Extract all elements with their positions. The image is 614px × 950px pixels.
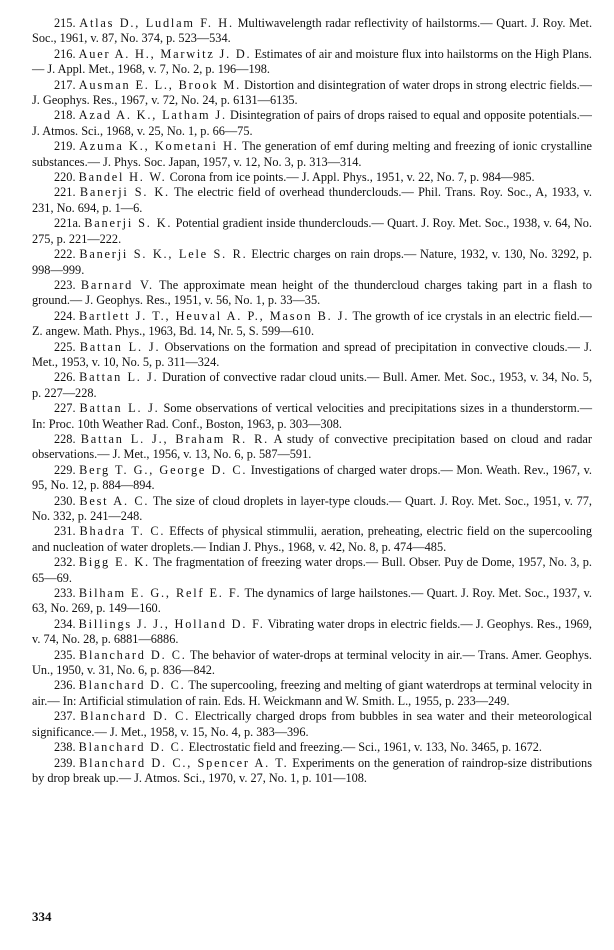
reference-entry <box>32 108 592 139</box>
reference-authors: Blanchard D. C., Spencer A. T. <box>79 755 289 770</box>
reference-authors: Billings J. J., Holland D. F. <box>78 616 265 631</box>
reference-text: Experiments on the generation of raindrop-size distributions by drop break up.— J. Atmos. Sci., 1970, v. 27, No. 1, p. 101—108. <box>32 755 592 785</box>
reference-entry <box>32 740 592 755</box>
reference-entry <box>32 370 592 401</box>
reference-number: 215. <box>54 16 76 30</box>
reference-text: Estimates of air and moisture flux into hailstorms on the High Plans.— J. Appl. Met., 1968, v. 7, No. 2, p. 196—198. <box>32 46 592 77</box>
reference-number: 221. <box>54 185 76 200</box>
reference-authors: Bartlett J. T., Heuval A. P., Mason B. J. <box>79 308 350 323</box>
reference-number: 216. <box>54 46 76 61</box>
reference-entry <box>32 401 592 432</box>
reference-number: 235. <box>54 647 76 662</box>
reference-entry <box>32 139 592 170</box>
reference-entry <box>32 463 592 494</box>
reference-number: 239. <box>54 755 76 770</box>
reference-entry <box>32 247 592 278</box>
reference-number: 226. <box>54 370 76 385</box>
reference-number: 225. <box>54 339 76 354</box>
reference-authors: Best A. C. <box>79 493 150 508</box>
reference-text: The growth of ice crystals in an electric field.— Z. angew. Math. Phys., 1963, Bd. 14, Nr. 5, S. 599—610. <box>32 308 592 339</box>
reference-number: 220. <box>54 170 76 185</box>
reference-text: The generation of emf during melting and freezing of ionic crystalline substances.— J. Phys. Soc. Japan, 1957, v. 12, No. 3, p. 313—314. <box>32 139 593 169</box>
reference-text: The supercooling, freezing and melting of giant waterdrops at terminal velocity in air.— In: Artificial stimulation of rain. Eds. H. Weickmann and W. Smith. L., 1955, p. 233—249. <box>32 678 593 708</box>
reference-number: 231. <box>54 524 76 539</box>
reference-text: Effects of physical stimmulii, aeration, preheating, electric field on the supercooling and nucleation of water droplets.— Indian J. Phys., 1968, v. 42, No. 8, p. 474—485. <box>32 524 592 554</box>
reference-text: The behavior of water-drops at terminal velocity in air.— Trans. Amer. Geophys. Un., 1950, v. 31, No. 6, p. 836—842. <box>32 647 592 678</box>
reference-list <box>32 16 592 786</box>
reference-entry <box>32 309 592 340</box>
reference-authors: Battan L. J. <box>79 370 159 385</box>
reference-number: 218. <box>54 108 76 123</box>
reference-number: 217. <box>54 77 76 92</box>
reference-entry <box>32 709 592 740</box>
reference-text: Vibrating water drops in electric fields.— J. Geophys. Res., 1969, v. 74, No. 28, p. 6881—6886. <box>32 616 592 647</box>
reference-number: 223. <box>54 277 76 292</box>
reference-number: 228. <box>54 431 76 446</box>
page-number: 334 <box>32 909 52 924</box>
reference-authors: Bhadra T. C. <box>79 524 166 539</box>
reference-number: 222. <box>54 247 76 262</box>
reference-authors: Battan L. J., Braham R. R. <box>80 431 269 446</box>
reference-authors: Bilham E. G., Relf E. F. <box>78 586 242 601</box>
reference-authors: Banerji S. K., Lele S. R. <box>79 247 248 262</box>
reference-text: Potential gradient inside thunderclouds.— Quart. J. Roy. Met. Soc., 1938, v. 64, No. 275, p. 221—222. <box>32 216 593 246</box>
reference-number: 232. <box>54 555 76 570</box>
reference-entry <box>32 78 592 109</box>
reference-authors: Bandel H. W. <box>78 170 167 185</box>
reference-entry <box>32 586 592 617</box>
reference-number: 238. <box>54 740 76 755</box>
reference-authors: Berg T. G., George D. C. <box>79 462 248 477</box>
reference-entry <box>32 617 592 648</box>
reference-text: Disintegration of pairs of drops raised to equal and opposite potentials.— J. Atmos. Sci., 1968, v. 25, No. 1, p. 66—75. <box>32 108 592 138</box>
reference-text: Observations on the formation and spread of precipitation in convective clouds.— J. Met., 1953, v. 10, No. 5, p. 311—324. <box>32 339 592 369</box>
reference-text: The fragmentation of freezing water drops.— Bull. Obser. Puy de Dome, 1957, No. 3, p. 65—69. <box>32 555 593 585</box>
reference-text: Investigations of charged water drops.— Mon. Weath. Rev., 1967, v. 95, No. 12, p. 884—894. <box>32 462 592 493</box>
reference-entry <box>32 494 592 525</box>
reference-text: Electrostatic field and freezing.— Sci., 1961, v. 133, No. 3465, p. 1672. <box>188 740 542 755</box>
reference-number: 230. <box>54 493 76 508</box>
reference-authors: Blanchard D. C. <box>80 709 191 724</box>
reference-text: The size of cloud droplets in layer-type clouds.— Quart. J. Roy. Met. Soc., 1951, v. 77, No. 332, p. 241—248. <box>32 493 593 523</box>
reference-authors: Banerji S. K. <box>84 216 173 231</box>
reference-entry <box>32 648 592 679</box>
reference-text: Duration of convective radar cloud units.— Bull. Amer. Met. Soc., 1953, v. 34, No. 5, p. 227—228. <box>32 370 593 400</box>
reference-number: 221a. <box>54 216 81 231</box>
reference-entry <box>32 47 592 78</box>
reference-number: 219. <box>54 139 76 154</box>
reference-authors: Bigg E. K. <box>78 555 150 570</box>
reference-authors: Battan L. J. <box>79 339 161 354</box>
reference-authors: Atlas D., Ludlam F. H. <box>79 16 234 30</box>
reference-entry <box>32 185 592 216</box>
reference-entry <box>32 678 592 709</box>
reference-text: Some observations of vertical velocities and precipitations sizes in a thunderstorm.— In: Proc. 10th Weather Rad. Conf., Boston, 1963, p. 303—308. <box>32 401 593 431</box>
reference-authors: Ausman E. L., Brook M. <box>78 77 241 92</box>
reference-entry <box>32 340 592 371</box>
reference-text: The approximate mean height of the thundercloud charges taking part in a flash to ground.— J. Geophys. Res., 1951, v. 56, No. 1, p. 33—35. <box>32 277 593 308</box>
reference-number: 237. <box>54 709 76 724</box>
reference-authors: Blanchard D. C. <box>78 678 186 693</box>
reference-text: The dynamics of large hailstones.— Quart. J. Roy. Met. Soc., 1937, v. 63, No. 269, p. 149—160. <box>32 586 592 616</box>
reference-authors: Azuma K., Kometani H. <box>79 139 239 154</box>
reference-authors: Barnard V. <box>80 277 154 292</box>
reference-authors: Blanchard D. C. <box>78 647 187 662</box>
reference-entry <box>32 524 592 555</box>
reference-text: A study of convective precipitation based on cloud and radar observations.— J. Met., 1956, v. 13, No. 6, p. 587—591. <box>32 431 592 462</box>
reference-text: Multiwavelength radar reflectivity of hailstorms.— Quart. J. Roy. Met. Soc., 1961, v. 87, No. 374, p. 523—534. <box>32 16 593 46</box>
reference-authors: Auer A. H., Marwitz J. D. <box>78 46 252 61</box>
reference-entry <box>32 170 592 185</box>
reference-text: Corona from ice points.— J. Appl. Phys., 1951, v. 22, No. 7, p. 984—985. <box>169 170 535 185</box>
reference-entry <box>32 756 592 787</box>
reference-authors: Battan L. J. <box>79 401 160 416</box>
reference-number: 236. <box>54 678 76 693</box>
reference-authors: Banerji S. K. <box>79 185 170 200</box>
reference-entry <box>32 555 592 586</box>
reference-number: 234. <box>54 616 76 631</box>
reference-number: 233. <box>54 586 76 601</box>
reference-text: The electric field of overhead thunderclouds.— Phil. Trans. Roy. Soc., A, 1933, v. 231, No. 694, p. 1—6. <box>32 185 592 215</box>
reference-text: Electrically charged drops from bubbles in sea water and their meteorological significance.— J. Met., 1958, v. 15, No. 4, p. 383—396. <box>32 709 593 739</box>
reference-text: Distortion and disintegration of water drops in strong electric fields.— J. Geophys. Res., 1967, v. 72, No. 24, p. 6131—6135. <box>32 77 592 108</box>
reference-number: 224. <box>54 308 76 323</box>
reference-authors: Blanchard D. C. <box>78 740 186 755</box>
reference-authors: Azad A. K., Latham J. <box>78 108 227 123</box>
reference-entry <box>32 16 592 47</box>
reference-number: 229. <box>54 462 76 477</box>
reference-number: 227. <box>54 401 76 416</box>
reference-entry <box>32 278 592 309</box>
reference-entry <box>32 432 592 463</box>
reference-text: Electric charges on rain drops.— Nature, 1932, v. 130, No. 3292, p. 998—999. <box>32 247 593 277</box>
reference-entry <box>32 216 592 247</box>
